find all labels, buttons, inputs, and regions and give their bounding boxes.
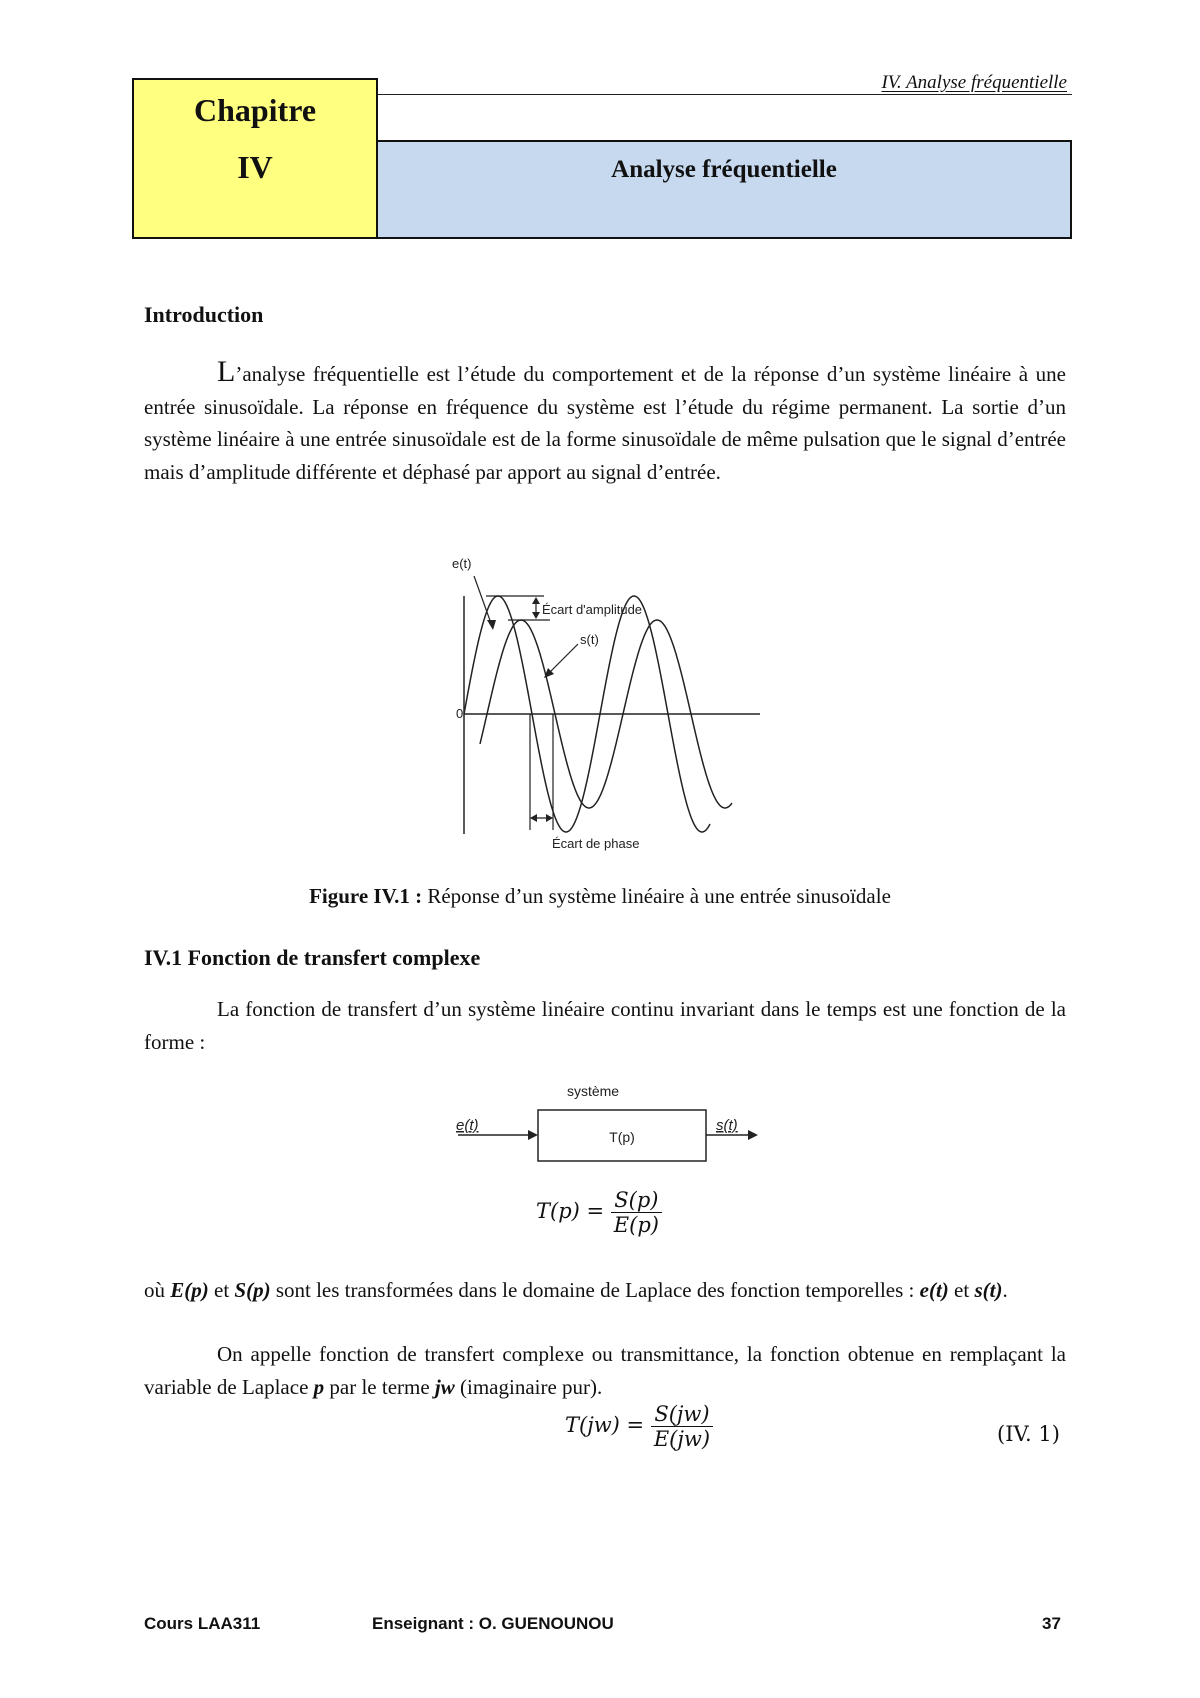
equation-transfer-numerator: S(p) bbox=[614, 1188, 659, 1212]
section1-heading: IV.1 Fonction de transfert complexe bbox=[144, 945, 481, 970]
equation-transfer-denominator: E(p) bbox=[611, 1212, 662, 1237]
label-st: s(t) bbox=[580, 632, 599, 647]
intro-text: ’analyse fréquentielle est l’étude du comportement et de la réponse d’un système linéaire à une entrée sinusoïdale. La réponse en fréquence du système est l’étude du régime permanent. La sortie d’un système linéaire à une entrée sinusoïdale est de la forme sinusoïdale de même pulsation que le signal d’entrée mais d’amplitude différente et déphasé par apport au signal d’entrée. bbox=[144, 362, 1066, 484]
chapter-title: Analyse fréquentielle bbox=[611, 156, 837, 183]
equation-transfer bbox=[536, 1188, 662, 1237]
footer-page-number: 37 bbox=[1042, 1614, 1061, 1633]
equation-complex-transfer bbox=[565, 1402, 713, 1451]
section1-paragraph: La fonction de transfert d’un système linéaire continu invariant dans le temps est une fonction de la forme : bbox=[144, 997, 1066, 1054]
text: . bbox=[1002, 1278, 1008, 1302]
equation-complex-lhs: T(jw) = bbox=[565, 1413, 645, 1437]
phase-arrowhead-right bbox=[546, 814, 553, 822]
equation-number: (IV. 1) bbox=[997, 1422, 1060, 1446]
paragraph-laplace bbox=[144, 1274, 1066, 1307]
equation-transfer-lhs: T(p) = bbox=[536, 1199, 605, 1223]
equation-transfer-fraction bbox=[611, 1188, 662, 1237]
label-et: e(t) bbox=[452, 556, 472, 571]
term-et: e(t) bbox=[919, 1278, 949, 1302]
block-label: T(p) bbox=[609, 1129, 635, 1145]
output-arrowhead bbox=[748, 1130, 758, 1140]
chapter-word: Chapitre bbox=[193, 92, 317, 128]
footer-teacher: Enseignant : O. GUENOUNOU bbox=[372, 1614, 614, 1633]
chapter-box bbox=[132, 78, 378, 239]
st-leader bbox=[548, 644, 578, 674]
paragraph-transmittance bbox=[144, 1338, 1066, 1403]
et-leader-arrowhead bbox=[487, 620, 496, 630]
input-label: e(t) bbox=[456, 1117, 479, 1134]
term-sp: S(p) bbox=[234, 1278, 271, 1302]
sinusoid-figure bbox=[440, 548, 770, 858]
et-leader bbox=[474, 576, 492, 626]
system-label: système bbox=[566, 1083, 620, 1099]
text: par le terme bbox=[324, 1374, 435, 1399]
text: et bbox=[948, 1278, 975, 1302]
amplitude-arrowhead-down bbox=[532, 612, 540, 619]
term-jw: jw bbox=[434, 1374, 455, 1399]
text: sont les transformées dans le domaine de Laplace des fonction temporelles : bbox=[270, 1278, 920, 1302]
term-p: p bbox=[313, 1374, 325, 1399]
intro-paragraph bbox=[144, 356, 1066, 488]
figure1-caption bbox=[0, 884, 1200, 909]
intro-heading: Introduction bbox=[144, 302, 264, 327]
block-diagram bbox=[444, 1078, 774, 1188]
term-st: s(t) bbox=[974, 1278, 1003, 1302]
dropcap: L bbox=[217, 355, 236, 388]
equation-complex-denominator: E(jw) bbox=[651, 1426, 713, 1451]
chapter-title-box bbox=[376, 140, 1072, 239]
output-label: s(t) bbox=[716, 1117, 738, 1134]
figure1-caption-text: Réponse d’un système linéaire à une entrée sinusoïdale bbox=[422, 884, 891, 908]
label-amplitude: Écart d'amplitude bbox=[542, 602, 643, 617]
chapter-number: IV bbox=[237, 149, 273, 185]
amplitude-arrowhead-up bbox=[532, 597, 540, 604]
equation-complex-numerator: S(jw) bbox=[654, 1402, 710, 1426]
text: où bbox=[144, 1278, 171, 1302]
figure1-caption-label: Figure IV.1 : bbox=[309, 884, 423, 908]
header-rule bbox=[378, 94, 1072, 95]
text: et bbox=[208, 1278, 235, 1302]
label-phase: Écart de phase bbox=[552, 836, 640, 851]
label-zero: 0 bbox=[456, 706, 464, 721]
footer-course: Cours LAA311 bbox=[144, 1614, 261, 1633]
term-ep: E(p) bbox=[170, 1278, 209, 1302]
running-header: IV. Analyse fréquentielle bbox=[881, 72, 1067, 93]
input-arrowhead bbox=[528, 1130, 538, 1140]
phase-arrowhead-left bbox=[530, 814, 537, 822]
text: On appelle fonction de transfert complexe ou transmittance, la fonction obtenue en remplaçant la variable de Laplace bbox=[144, 1342, 1066, 1399]
text: (imaginaire pur). bbox=[454, 1374, 603, 1399]
equation-complex-fraction bbox=[651, 1402, 713, 1451]
